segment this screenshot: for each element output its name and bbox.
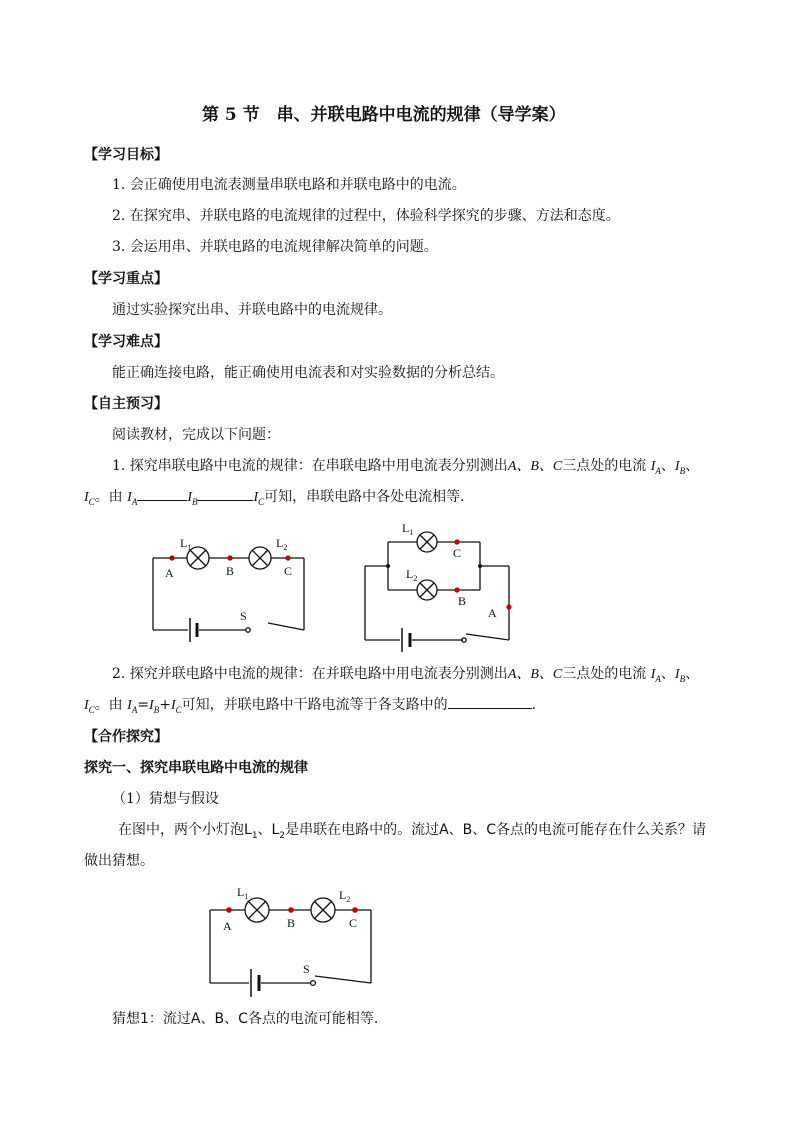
objective-item-3: 3. 会运用串、并联电路的电流规律解决简单的问题。 — [112, 239, 438, 255]
hypothesis-paragraph-line2: 做出猜想。 — [84, 853, 154, 869]
label-a: A — [165, 566, 174, 580]
answer-blank-2[interactable] — [197, 500, 253, 501]
step-1-heading: （1）猜想与假设 — [112, 791, 219, 807]
key-point-heading: 【学习重点】 — [84, 271, 168, 287]
hypothesis-paragraph-line1: 在图中，两个小灯泡$L_1$、$L_2$是串联在电路中的。流过A、B、C各点的电流可能存在什么关系？请 — [118, 822, 707, 841]
label-l1: $L_1$ — [237, 885, 249, 901]
difficulty-heading: 【学习难点】 — [84, 334, 168, 350]
series-circuit-diagram-2 — [207, 880, 417, 1010]
label-c: C — [284, 564, 293, 578]
answer-blank-1[interactable] — [137, 500, 187, 501]
cooperative-heading: 【合作探究】 — [84, 729, 168, 745]
guess-1: 猜想1：流过A、B、C各点的电流可能相等. — [112, 1011, 379, 1027]
parallel-circuit-diagram — [360, 520, 530, 650]
label-l1: $L_1$ — [180, 536, 192, 552]
key-point-text: 通过实验探究出串、并联电路中的电流规律。 — [112, 302, 392, 318]
measurement-points — [386, 539, 512, 609]
preview-question-1-line1: 1. 探究串联电路中电流的规律：在串联电路中用电流表分别测出A、B、C三点处的电流 $I_A$、$I_B$、 — [112, 458, 700, 476]
label-a: A — [223, 919, 232, 933]
label-b: B — [458, 594, 467, 608]
difficulty-text: 能正确连接电路，能正确使用电流表和对实验数据的分析总结。 — [112, 365, 504, 381]
label-a: A — [488, 606, 497, 620]
label-c: C — [349, 916, 358, 930]
label-l2: $L_2$ — [406, 567, 418, 583]
answer-blank-3[interactable] — [448, 708, 532, 709]
label-s: S — [303, 962, 310, 976]
objectives-heading: 【学习目标】 — [84, 147, 168, 163]
preview-intro: 阅读教材，完成以下问题： — [112, 427, 280, 443]
objective-item-1: 1. 会正确使用电流表测量串联电路和并联电路中的电流。 — [112, 177, 466, 193]
inquiry-1-heading: 探究一、探究串联电路中电流的规律 — [84, 760, 308, 776]
preview-question-1-line2: $I_C$。由 $I_A$ $I_B$ $I_C$可知，串联电路中各处电流相等. — [84, 489, 465, 507]
label-b: B — [226, 564, 235, 578]
preview-question-2-line2: $I_C$。由 $I_A=I_B+I_C$可知，并联电路中干路电流等于各支路中的 . — [84, 697, 537, 715]
page-title: 第 5 节 串、并联电路中电流的规律（导学案） — [202, 105, 566, 125]
series-circuit-diagram-1 — [150, 530, 350, 650]
label-l1: $L_1$ — [402, 521, 414, 537]
label-s: S — [240, 609, 247, 623]
label-l2: $L_2$ — [276, 536, 288, 552]
label-l2: $L_2$ — [339, 888, 351, 904]
objective-item-2: 2. 在探究串、并联电路的电流规律的过程中，体验科学探究的步骤、方法和态度。 — [112, 208, 620, 224]
preview-question-2-line1: 2. 探究并联电路中电流的规律：在并联电路中用电流表分别测出A、B、C三点处的电流 $I_A$、$I_B$、 — [112, 666, 700, 684]
preview-heading: 【自主预习】 — [84, 396, 168, 412]
label-b: B — [287, 916, 296, 930]
label-c: C — [453, 546, 462, 560]
